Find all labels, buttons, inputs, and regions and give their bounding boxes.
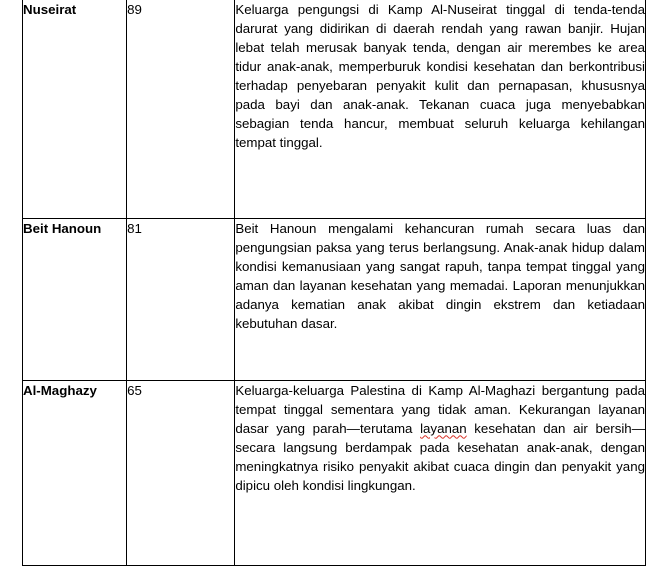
value-cell[interactable]: 89 xyxy=(127,0,235,218)
spellcheck-flagged-word[interactable]: layanan xyxy=(420,420,467,436)
description-cell[interactable] xyxy=(235,380,646,565)
location-name-cell[interactable]: Al-Maghazy xyxy=(23,380,127,565)
data-table xyxy=(22,0,646,566)
value-cell[interactable]: 65 xyxy=(127,380,235,565)
location-name-cell[interactable]: Nuseirat xyxy=(23,0,127,218)
description-cell[interactable]: Keluarga pengungsi di Kamp Al-Nuseirat tinggal di tenda-tenda darurat yang didirikan di daerah rendah yang rawan banjir. Hujan lebat telah merusak banyak tenda, dengan air merembes ke area tidur anak-anak, memperburuk kondisi kesehatan dan berkontribusi terhadap penyebaran penyakit kulit dan pernapasan, khususnya pada bayi dan anak-anak. Tekanan cuaca juga menyebabkan sebagian tenda hancur, membuat seluruh keluarga kehilangan tempat tinggal. xyxy=(235,0,646,218)
table-row xyxy=(23,218,646,380)
value-cell[interactable]: 81 xyxy=(127,218,235,380)
description-text-after: kesehatan dan air bersih—secara langsung berdampak pada kesehatan anak-anak, dengan meningkatnya risiko penyakit akibat cuaca dingin dan penyakit yang dipicu oleh kondisi lingkungan. xyxy=(235,420,645,493)
table-row xyxy=(23,0,646,218)
description-text-before: Keluarga-keluarga Palestina di Kamp Al-Maghazi bergantung pada tempat tinggal sementara yang tidak aman. Kekurangan layanan dasar yang parah—terutama xyxy=(235,382,645,436)
table-row xyxy=(23,380,646,565)
location-name-cell[interactable]: Beit Hanoun xyxy=(23,218,127,380)
description-cell[interactable]: Beit Hanoun mengalami kehancuran rumah secara luas dan pengungsian paksa yang terus berlangsung. Anak-anak hidup dalam kondisi kemanusiaan yang sangat rapuh, tanpa tempat tinggal yang aman dan layanan kesehatan yang memadai. Laporan menunjukkan adanya kematian anak akibat dingin ekstrem dan ketiadaan kebutuhan dasar. xyxy=(235,218,646,380)
